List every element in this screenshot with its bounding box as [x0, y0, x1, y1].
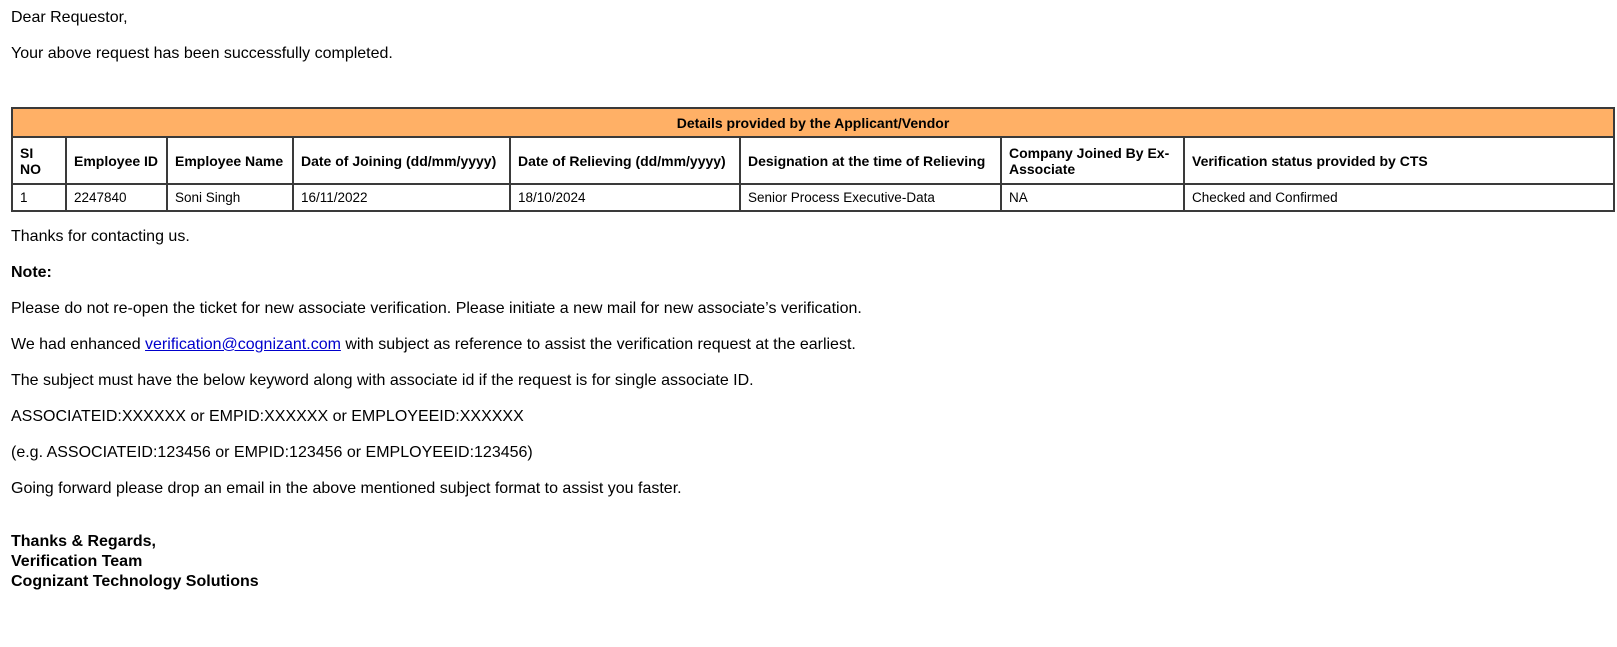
- column-header-si-no: SI NO: [12, 137, 66, 184]
- greeting-text: Dear Requestor,: [11, 9, 128, 26]
- note-label: Note:: [11, 264, 52, 281]
- cell-employee-id: 2247840: [66, 184, 167, 211]
- column-header-date-of-joining: Date of Joining (dd/mm/yyyy): [293, 137, 510, 184]
- column-header-employee-name: Employee Name: [167, 137, 293, 184]
- signature-team: Verification Team: [11, 553, 143, 570]
- signature-company: Cognizant Technology Solutions: [11, 573, 259, 590]
- signature-block: [11, 532, 1615, 592]
- note-line-enhanced-prefix: We had enhanced: [11, 336, 146, 353]
- column-header-company-joined: Company Joined By Ex-Associate: [1001, 137, 1184, 184]
- column-header-verification-status: Verification status provided by CTS: [1184, 137, 1614, 184]
- column-header-designation: Designation at the time of Relieving: [740, 137, 1001, 184]
- column-header-date-of-relieving: Date of Relieving (dd/mm/yyyy): [510, 137, 740, 184]
- signature-regards: Thanks & Regards,: [11, 533, 156, 550]
- note-line-reopen: Please do not re-open the ticket for new associate verification. Please initiate a new mail for new associate’s verification.: [11, 300, 862, 317]
- note-line-subject-rule: The subject must have the below keyword along with associate id if the request is for single associate ID.: [11, 372, 754, 389]
- column-header-employee-id: Employee ID: [66, 137, 167, 184]
- table-header-row: [12, 137, 1614, 184]
- table-caption-row: [12, 108, 1614, 137]
- cell-company-joined: NA: [1001, 184, 1184, 211]
- note-line-keyword-format: ASSOCIATEID:XXXXXX or EMPID:XXXXXX or EMPLOYEEID:XXXXXX: [11, 408, 524, 425]
- thanks-text: Thanks for contacting us.: [11, 228, 190, 245]
- note-line-going-forward: Going forward please drop an email in the above mentioned subject format to assist you faster.: [11, 480, 682, 497]
- table-caption: Details provided by the Applicant/Vendor: [12, 108, 1614, 137]
- note-line-enhanced-suffix: with subject as reference to assist the verification request at the earliest.: [340, 336, 856, 353]
- note-line-keyword-example: (e.g. ASSOCIATEID:123456 or EMPID:123456 or EMPLOYEEID:123456): [11, 444, 533, 461]
- cell-si-no: 1: [12, 184, 66, 211]
- note-line-enhanced: [11, 335, 1615, 354]
- intro-text: Your above request has been successfully completed.: [11, 45, 393, 62]
- cell-date-of-relieving: 18/10/2024: [510, 184, 740, 211]
- email-body: [11, 8, 1615, 592]
- details-table: [11, 107, 1615, 212]
- table-row: [12, 184, 1614, 211]
- verification-email-link[interactable]: verification@cognizant.com: [145, 336, 341, 353]
- cell-designation: Senior Process Executive-Data: [740, 184, 1001, 211]
- message-body: [11, 227, 1615, 498]
- cell-employee-name: Soni Singh: [167, 184, 293, 211]
- cell-verification-status: Checked and Confirmed: [1184, 184, 1614, 211]
- cell-date-of-joining: 16/11/2022: [293, 184, 510, 211]
